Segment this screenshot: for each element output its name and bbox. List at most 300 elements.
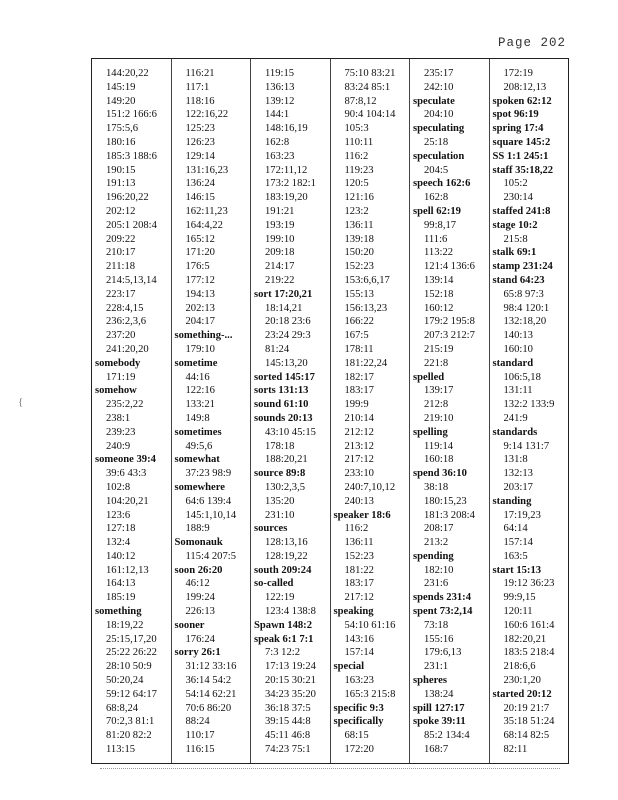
- index-reference: 208:17: [424, 523, 454, 535]
- index-headword: speech 162:6: [413, 178, 471, 190]
- index-headword: start 15:13: [492, 564, 542, 576]
- index-column-1: [92, 59, 171, 763]
- index-reference: 74:23 75:1: [265, 744, 311, 756]
- index-reference: 155:13: [344, 288, 374, 300]
- index-reference: 25:18: [424, 136, 449, 148]
- index-headword: spend 36:10: [413, 468, 467, 480]
- index-reference: 188:9: [185, 523, 210, 535]
- index-reference: 211:18: [106, 261, 136, 273]
- index-reference: 180:15,23: [424, 495, 467, 507]
- index-reference: 122:16: [185, 385, 215, 397]
- index-headword: sources: [254, 523, 288, 535]
- index-reference: 153:6,6,17: [344, 274, 390, 286]
- index-reference: 157:14: [503, 537, 533, 549]
- index-headword: Spawn 148:2: [254, 619, 312, 631]
- index-reference: 144:20,22: [106, 68, 149, 79]
- index-reference: 140:13: [503, 330, 533, 342]
- index-reference: 179:10: [185, 343, 215, 355]
- index-reference: 125:23: [185, 123, 215, 135]
- index-reference: 73:18: [424, 619, 449, 631]
- index-headword: speaking: [333, 606, 374, 618]
- index-reference: 179:2 195:8: [424, 316, 475, 328]
- index-reference: 183:17: [344, 385, 374, 397]
- index-reference: 64:6 139:4: [185, 495, 232, 507]
- index-reference: 39:6 43:3: [106, 468, 147, 480]
- index-reference: 139:14: [424, 274, 454, 286]
- index-reference: 132:4: [106, 537, 131, 549]
- index-headword: sorry 26:1: [174, 647, 221, 659]
- index-headword: south 209:24: [254, 564, 312, 576]
- index-reference: 241:9: [503, 412, 528, 424]
- index-reference: 152:23: [344, 261, 374, 273]
- index-reference: 123:6: [106, 509, 131, 521]
- index-reference: 179:6,13: [424, 647, 462, 659]
- index-reference: 204:5: [424, 164, 449, 176]
- index-reference: 131:8: [503, 454, 528, 466]
- index-column-3: [250, 59, 330, 763]
- index-reference: 209:18: [265, 247, 295, 259]
- index-headword: spends 231:4: [413, 592, 471, 604]
- index-reference: 152:18: [424, 288, 454, 300]
- index-reference: 210:14: [344, 412, 374, 424]
- index-reference: 39:15 44:8: [265, 716, 311, 728]
- index-reference: 102:8: [106, 481, 131, 493]
- index-reference: 164:4,22: [185, 219, 223, 231]
- index-reference: 183:17: [344, 578, 374, 590]
- index-headword: source 89:8: [254, 468, 306, 480]
- index-reference: 145:13,20: [265, 357, 308, 369]
- index-headword: started 20:12: [492, 688, 552, 700]
- index-headword: stalk 69:1: [492, 247, 537, 259]
- index-headword: staff 35:18,22: [492, 164, 554, 176]
- index-headword: sound 61:10: [254, 399, 309, 411]
- index-reference: 81:20 82:2: [106, 730, 152, 742]
- index-reference: 7:3 12:2: [265, 647, 301, 659]
- index-reference: 215:19: [424, 343, 454, 355]
- index-headword: so-called: [254, 578, 294, 590]
- index-reference: 230:1,20: [503, 675, 541, 687]
- index-reference: 208:12,13: [503, 81, 547, 93]
- index-headword: specifically: [333, 716, 384, 728]
- index-reference: 172:20: [344, 744, 374, 756]
- index-reference: 90:4 104:14: [344, 109, 396, 121]
- index-reference: 163:23: [265, 150, 295, 162]
- index-reference: 160:6 161:4: [503, 619, 555, 631]
- index-reference: 127:18: [106, 523, 136, 535]
- index-headword: spot 96:19: [492, 109, 539, 121]
- index-reference: 242:10: [424, 81, 454, 93]
- index-reference: 235:17: [424, 68, 454, 79]
- index-reference: 203:17: [503, 481, 533, 493]
- index-column-5: [409, 59, 489, 763]
- index-headword: speculation: [413, 150, 465, 162]
- index-reference: 135:20: [265, 495, 295, 507]
- index-reference: 180:16: [106, 136, 136, 148]
- index-reference: 68:8,24: [106, 702, 139, 714]
- index-reference: 120:11: [503, 606, 533, 618]
- index-reference: 82:11: [503, 744, 528, 756]
- index-reference: 165:12: [185, 233, 215, 245]
- index-reference: 160:10: [503, 343, 533, 355]
- index-reference: 68:15: [344, 730, 369, 742]
- index-reference: 106:5,18: [503, 371, 541, 383]
- index-reference: 150:20: [344, 247, 374, 259]
- index-reference: 140:12: [106, 550, 136, 562]
- word-index-table: [91, 58, 569, 764]
- index-reference: 238:1: [106, 412, 131, 424]
- index-reference: 168:7: [424, 744, 449, 756]
- index-headword: sort 17:20,21: [254, 288, 313, 300]
- index-reference: 146:15: [185, 192, 215, 204]
- index-reference: 139:12: [265, 95, 295, 107]
- index-reference: 219:10: [424, 412, 454, 424]
- index-column-6: [489, 59, 569, 763]
- index-reference: 105:3: [344, 123, 369, 135]
- index-headword: sorted 145:17: [254, 371, 315, 383]
- index-reference: 59:12 64:17: [106, 688, 157, 700]
- index-reference: 136:11: [344, 219, 374, 231]
- index-reference: 194:13: [185, 288, 215, 300]
- index-reference: 116:21: [185, 68, 215, 79]
- index-reference: 122:16,22: [185, 109, 229, 121]
- index-reference: 43:10 45:15: [265, 426, 316, 438]
- index-reference: 199:24: [185, 592, 215, 604]
- index-reference: 131:16,23: [185, 164, 229, 176]
- index-reference: 215:8: [503, 233, 528, 245]
- index-reference: 181:22,24: [344, 357, 388, 369]
- index-reference: 231:10: [265, 509, 295, 521]
- index-headword: standards: [492, 426, 538, 438]
- index-reference: 181:3 208:4: [424, 509, 475, 521]
- index-reference: 17:13 19:24: [265, 661, 316, 673]
- index-reference: 217:12: [344, 592, 374, 604]
- index-reference: 113:15: [106, 744, 136, 756]
- index-headword: sorts 131:13: [254, 385, 309, 397]
- index-reference: 17:19,23: [503, 509, 541, 521]
- index-reference: 129:14: [185, 150, 215, 162]
- index-headword: speak 6:1 7:1: [254, 633, 314, 645]
- index-headword: Somonauk: [174, 537, 223, 549]
- index-headword: spill 127:17: [413, 702, 465, 714]
- index-reference: 182:20,21: [503, 633, 547, 645]
- index-reference: 210:17: [106, 247, 136, 259]
- index-reference: 221:8: [424, 357, 449, 369]
- index-reference: 178:11: [344, 343, 374, 355]
- index-reference: 138:24: [424, 688, 454, 700]
- index-reference: 156:13,23: [344, 302, 388, 314]
- index-headword: soon 26:20: [174, 564, 223, 576]
- index-reference: 171:20: [185, 247, 215, 259]
- index-reference: 199:9: [344, 399, 369, 411]
- index-headword: sounds 20:13: [254, 412, 313, 424]
- index-headword: spending: [413, 550, 454, 562]
- index-reference: 119:15: [265, 68, 295, 79]
- index-reference: 183:5 218:4: [503, 647, 555, 659]
- index-reference: 166:22: [344, 316, 374, 328]
- index-headword: spring 17:4: [492, 123, 544, 135]
- index-reference: 231:1: [424, 661, 449, 673]
- index-reference: 207:3 212:7: [424, 330, 475, 342]
- index-column-2: [171, 59, 251, 763]
- index-reference: 139:18: [344, 233, 374, 245]
- index-reference: 176:5: [185, 261, 210, 273]
- index-reference: 20:15 30:21: [265, 675, 316, 687]
- index-headword: stamp 231:24: [492, 261, 553, 273]
- index-reference: 115:4 207:5: [185, 550, 237, 562]
- index-reference: 151:2 166:6: [106, 109, 157, 121]
- index-reference: 36:18 37:5: [265, 702, 311, 714]
- index-reference: 20:19 21:7: [503, 702, 550, 714]
- index-reference: 98:4 120:1: [503, 302, 550, 314]
- index-reference: 25:15,17,20: [106, 633, 157, 645]
- index-reference: 165:3 215:8: [344, 688, 396, 700]
- index-reference: 50:20,24: [106, 675, 144, 687]
- index-reference: 121:4 136:6: [424, 261, 475, 273]
- index-reference: 132:13: [503, 468, 533, 480]
- index-reference: 240:7,10,12: [344, 481, 396, 493]
- index-reference: 143:16: [344, 633, 374, 645]
- index-reference: 163:23: [344, 675, 374, 687]
- index-reference: 28:10 50:9: [106, 661, 152, 673]
- index-reference: 217:12: [344, 454, 374, 466]
- index-reference: 157:14: [344, 647, 374, 659]
- index-headword: staffed 241:8: [492, 205, 551, 217]
- index-reference: 185:19: [106, 592, 136, 604]
- bottom-rule: [100, 768, 560, 769]
- index-headword: somewhere: [174, 481, 225, 493]
- index-reference: 119:14: [424, 440, 454, 452]
- index-reference: 99:8,17: [424, 219, 457, 231]
- index-reference: 160:18: [424, 454, 454, 466]
- index-reference: 172:19: [503, 68, 533, 79]
- index-reference: 185:3 188:6: [106, 150, 157, 162]
- index-reference: 145:1,10,14: [185, 509, 237, 521]
- index-reference: 214:5,13,14: [106, 274, 157, 286]
- index-headword: someone 39:4: [95, 454, 156, 466]
- index-reference: 70:2,3 81:1: [106, 716, 155, 728]
- index-reference: 212:8: [424, 399, 449, 411]
- index-headword: stand 64:23: [492, 274, 545, 286]
- index-reference: 37:23 98:9: [185, 468, 232, 480]
- index-headword: speculate: [413, 95, 455, 107]
- index-reference: 116:15: [185, 744, 215, 756]
- index-headword: sometime: [174, 357, 218, 369]
- index-headword: something: [95, 606, 142, 618]
- index-reference: 45:11 46:8: [265, 730, 311, 742]
- index-reference: 110:11: [344, 136, 374, 148]
- index-reference: 175:5,6: [106, 123, 139, 135]
- index-reference: 83:24 85:1: [344, 81, 391, 93]
- index-reference: 226:13: [185, 606, 215, 618]
- index-reference: 54:10 61:16: [344, 619, 396, 631]
- index-reference: 204:10: [424, 109, 454, 121]
- index-reference: 64:14: [503, 523, 528, 535]
- index-reference: 188:20,21: [265, 454, 308, 466]
- index-headword: specific 9:3: [333, 702, 384, 714]
- index-headword: spelled: [413, 371, 445, 383]
- index-headword: SS 1:1 245:1: [492, 150, 549, 162]
- index-reference: 110:17: [185, 730, 215, 742]
- index-reference: 9:14 131:7: [503, 440, 550, 452]
- index-reference: 116:2: [344, 523, 369, 535]
- index-reference: 116:2: [344, 150, 369, 162]
- index-headword: square 145:2: [492, 136, 551, 148]
- index-reference: 136:13: [265, 81, 295, 93]
- index-headword: special: [333, 661, 365, 673]
- index-headword: somehow: [95, 385, 137, 397]
- index-reference: 18:19,22: [106, 619, 144, 631]
- index-reference: 196:20,22: [106, 192, 149, 204]
- margin-mark: {: [18, 396, 24, 408]
- index-reference: 149:8: [185, 412, 210, 424]
- index-reference: 149:20: [106, 95, 136, 107]
- index-reference: 163:5: [503, 550, 528, 562]
- index-reference: 177:12: [185, 274, 215, 286]
- index-reference: 44:16: [185, 371, 210, 383]
- index-reference: 213:12: [344, 440, 374, 452]
- index-headword: sooner: [174, 619, 205, 631]
- index-reference: 34:23 35:20: [265, 688, 316, 700]
- index-reference: 85:2 134:4: [424, 730, 470, 742]
- index-reference: 162:8: [265, 136, 290, 148]
- index-reference: 191:21: [265, 205, 295, 217]
- index-reference: 236:2,3,6: [106, 316, 147, 328]
- index-reference: 237:20: [106, 330, 136, 342]
- index-reference: 218:6,6: [503, 661, 536, 673]
- index-reference: 23:24 29:3: [265, 330, 311, 342]
- index-reference: 209:22: [106, 233, 136, 245]
- index-reference: 118:16: [185, 95, 215, 107]
- index-reference: 160:12: [424, 302, 454, 314]
- index-reference: 136:24: [185, 178, 215, 190]
- index-reference: 240:13: [344, 495, 374, 507]
- index-reference: 190:15: [106, 164, 136, 176]
- index-reference: 139:17: [424, 385, 454, 397]
- index-reference: 182:17: [344, 371, 374, 383]
- index-headword: spent 73:2,14: [413, 606, 473, 618]
- page-number: Page 202: [497, 36, 566, 50]
- index-reference: 54:14 62:21: [185, 688, 237, 700]
- index-reference: 235:2,22: [106, 399, 144, 411]
- index-headword: sometimes: [174, 426, 222, 438]
- index-reference: 144:1: [265, 109, 290, 121]
- index-reference: 199:10: [265, 233, 295, 245]
- index-reference: 128:13,16: [265, 537, 308, 549]
- index-reference: 65:8 97:3: [503, 288, 544, 300]
- index-reference: 46:12: [185, 578, 210, 590]
- index-headword: spell 62:19: [413, 205, 461, 217]
- index-headword: spelling: [413, 426, 448, 438]
- index-reference: 152:23: [344, 550, 374, 562]
- index-reference: 122:19: [265, 592, 295, 604]
- index-reference: 164:13: [106, 578, 136, 590]
- index-reference: 19:12 36:23: [503, 578, 555, 590]
- index-reference: 202:13: [185, 302, 215, 314]
- index-reference: 171:19: [106, 371, 136, 383]
- index-reference: 31:12 33:16: [185, 661, 237, 673]
- index-reference: 132:18,20: [503, 316, 547, 328]
- index-reference: 131:11: [503, 385, 533, 397]
- index-reference: 231:6: [424, 578, 449, 590]
- index-reference: 36:14 54:2: [185, 675, 232, 687]
- index-reference: 162:11,23: [185, 205, 228, 217]
- index-reference: 204:17: [185, 316, 215, 328]
- index-reference: 123:2: [344, 205, 369, 217]
- index-reference: 172:11,12: [265, 164, 308, 176]
- index-headword: standing: [492, 495, 532, 507]
- index-reference: 161:12,13: [106, 564, 149, 576]
- index-reference: 145:19: [106, 81, 136, 93]
- index-reference: 205:1 208:4: [106, 219, 157, 231]
- index-reference: 113:22: [424, 247, 454, 259]
- index-reference: 233:10: [344, 468, 374, 480]
- index-column-4: [330, 59, 410, 763]
- index-reference: 230:14: [503, 192, 533, 204]
- index-headword: speculating: [413, 123, 465, 135]
- index-reference: 99:9,15: [503, 592, 536, 604]
- index-reference: 213:2: [424, 537, 449, 549]
- index-reference: 178:18: [265, 440, 295, 452]
- index-reference: 126:23: [185, 136, 215, 148]
- index-reference: 167:5: [344, 330, 369, 342]
- index-reference: 18:14,21: [265, 302, 303, 314]
- index-reference: 162:8: [424, 192, 449, 204]
- index-reference: 49:5,6: [185, 440, 213, 452]
- index-headword: speaker 18:6: [333, 509, 391, 521]
- index-reference: 75:10 83:21: [344, 68, 396, 79]
- index-reference: 111:6: [424, 233, 448, 245]
- index-headword: stage 10:2: [492, 219, 538, 231]
- index-reference: 105:2: [503, 178, 528, 190]
- index-headword: spoken 62:12: [492, 95, 552, 107]
- index-reference: 81:24: [265, 343, 290, 355]
- index-headword: spoke 39:11: [413, 716, 466, 728]
- index-reference: 173:2 182:1: [265, 178, 316, 190]
- index-headword: somewhat: [174, 454, 220, 466]
- index-headword: something-...: [174, 330, 233, 342]
- index-reference: 68:14 82:5: [503, 730, 550, 742]
- index-reference: 239:23: [106, 426, 136, 438]
- index-reference: 183:19,20: [265, 192, 308, 204]
- index-reference: 219:22: [265, 274, 295, 286]
- index-reference: 202:12: [106, 205, 136, 217]
- index-reference: 212:12: [344, 426, 374, 438]
- index-reference: 130:2,3,5: [265, 481, 306, 493]
- index-reference: 117:1: [185, 81, 210, 93]
- index-reference: 70:6 86:20: [185, 702, 232, 714]
- index-reference: 119:23: [344, 164, 374, 176]
- index-reference: 240:9: [106, 440, 131, 452]
- index-reference: 123:4 138:8: [265, 606, 316, 618]
- index-reference: 35:18 51:24: [503, 716, 555, 728]
- index-reference: 25:22 26:22: [106, 647, 157, 659]
- index-reference: 191:13: [106, 178, 136, 190]
- index-reference: 241:20,20: [106, 343, 149, 355]
- index-reference: 38:18: [424, 481, 449, 493]
- index-reference: 87:8,12: [344, 95, 377, 107]
- index-reference: 193:19: [265, 219, 295, 231]
- index-headword: somebody: [95, 357, 141, 369]
- index-reference: 228:4,15: [106, 302, 144, 314]
- index-reference: 181:22: [344, 564, 374, 576]
- index-reference: 88:24: [185, 716, 210, 728]
- index-reference: 104:20,21: [106, 495, 149, 507]
- index-reference: 214:17: [265, 261, 295, 273]
- index-headword: spheres: [413, 675, 447, 687]
- index-headword: standard: [492, 357, 534, 369]
- index-reference: 182:10: [424, 564, 454, 576]
- index-reference: 148:16,19: [265, 123, 308, 135]
